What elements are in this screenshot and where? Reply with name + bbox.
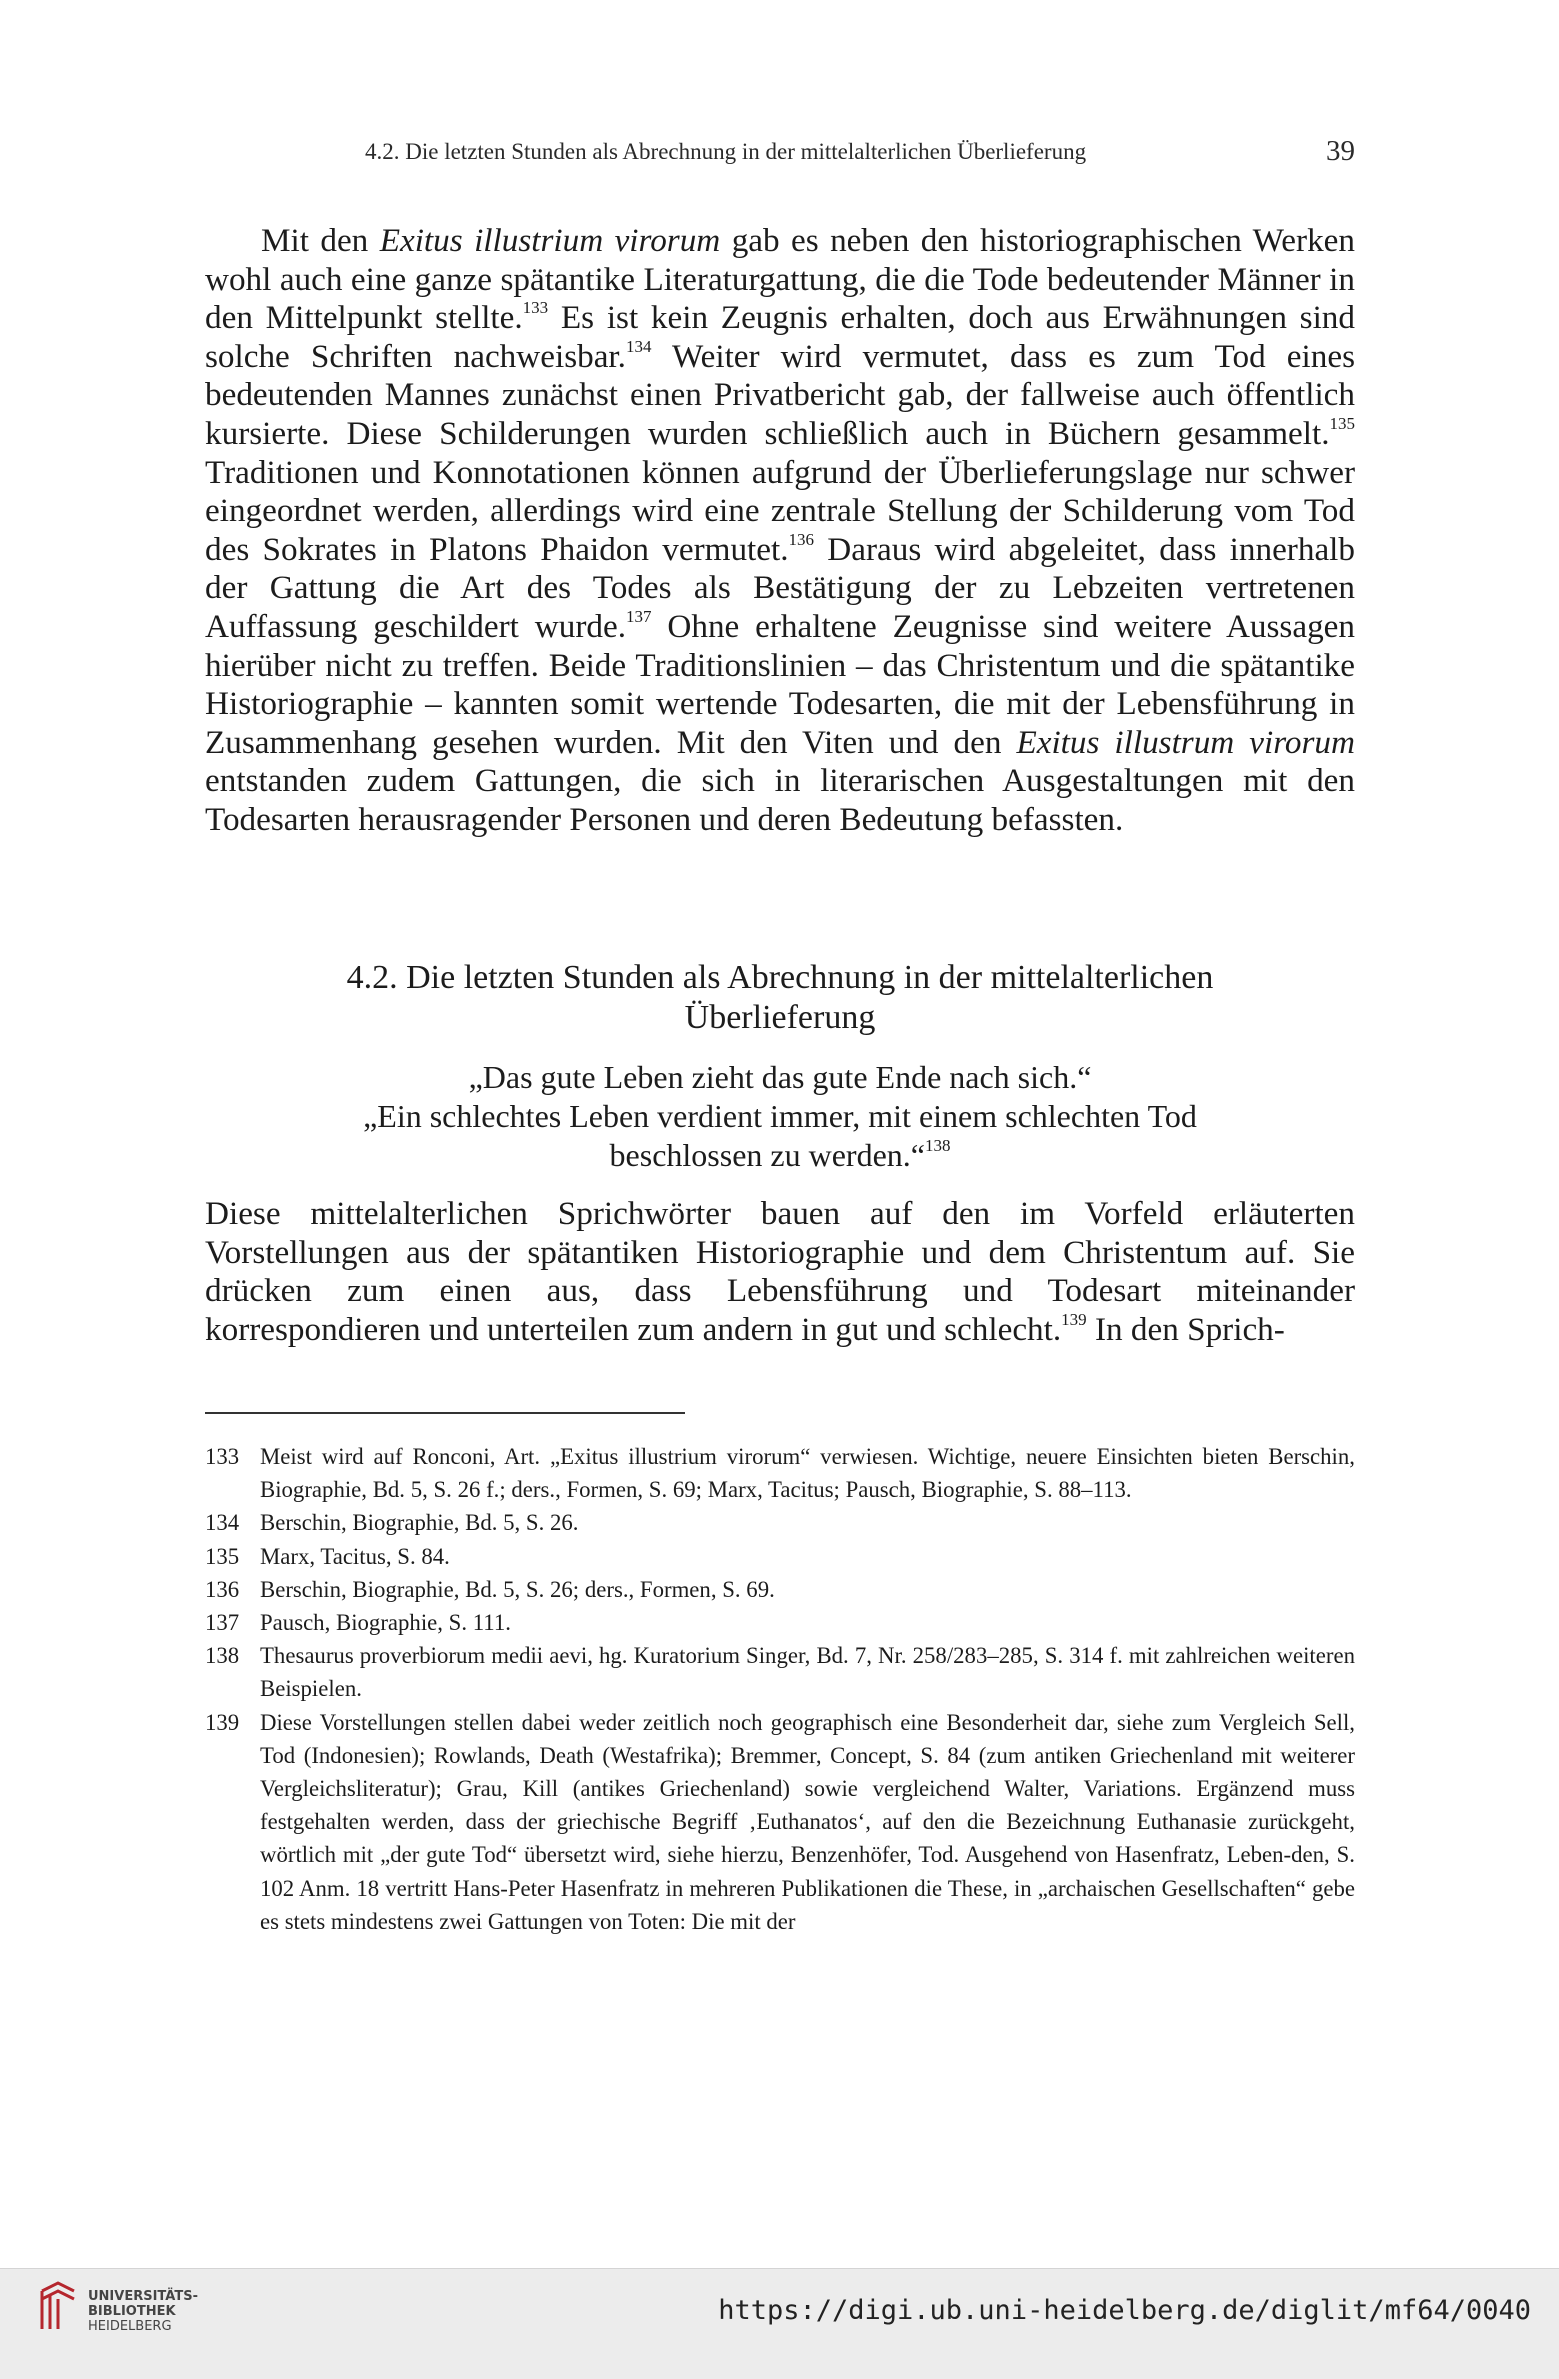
viewer-footer <box>0 2268 1559 2379</box>
page-number: 39 <box>1326 135 1355 167</box>
footnote-ref-138[interactable]: 138 <box>924 1136 951 1155</box>
footnote-number: 135 <box>205 1543 240 1569</box>
footnote-ref-134[interactable]: 134 <box>625 336 652 356</box>
footnote-ref-133[interactable]: 133 <box>522 298 549 318</box>
footnote-text: Marx, Tacitus, S. 84. <box>260 1543 450 1569</box>
footnote-number: 136 <box>205 1576 240 1602</box>
footnote-text: Thesaurus proverbiorum medii aevi, hg. Kuratorium Singer, Bd. 7, Nr. 258/283–285, S. 314 f. mit zahlreichen weiteren Beispielen. <box>260 1643 1355 1702</box>
footnote-ref-135[interactable]: 135 <box>1329 413 1355 433</box>
italic-title: Exitus illustrum virorum <box>1016 723 1355 761</box>
paragraph-1: Mit den Exitus illustrium virorum gab es neben den historiographischen Werken wohl auch eine ganze spätantike Literaturgattung, die die Tode bedeutender Männer in den Mittelpunkt stellte.$^{133}$ Es ist kein Zeugnis erhalten, doch aus Erwähnungen sind solche Schriften nachweisbar.$^{134}$ Weiter wird vermutet, dass es zum Tod eines bedeutenden Mannes zunächst einen Privatbericht gab, der fallweise auch öffentlich kursierte. Diese Schilderungen wurden schließlich auch in Büchern gesammelt.$^{135}$ Traditionen und Konnotationen können aufgrund der Überlieferungslage nur schwer eingeordnet werden, allerdings wird eine zentrale Stellung der Schilderung vom Tod des Sokrates in Platons Phaidon vermutet.$^{136}$ Daraus wird abgeleitet, dass innerhalb der Gattung die Art des Todes als Bestätigung der zu Lebzeiten vertretenen Auffassung geschildert wurde.$^{137}$ Ohne erhaltene Zeugnisse sind weitere Aussagen hierüber nicht zu treffen. Beide Traditionslinien – das Christentum und die spätantike Historiographie – kannten somit wertende Todesarten, die mit der Lebensführung in Zusammenhang gesehen wurden. Mit den Viten und den Exitus illustrum virorum entstanden zudem Gattungen, die sich in literarischen Ausgestaltungen mit den Todesarten herausragender Personen und deren Bedeutung befassten. <box>205 222 1356 838</box>
italic-title: Exitus illustrium virorum <box>379 222 721 259</box>
epigraph-line-1: „Das gute Leben zieht das gute Ende nach sich.“ <box>468 1059 1092 1095</box>
footnote-ref-139[interactable]: 139 <box>1061 1309 1087 1329</box>
epigraph <box>205 1058 1355 1175</box>
footnotes <box>205 1440 1355 1938</box>
running-head-title: 4.2. Die letzten Stunden als Abrechnung in der mittelalterlichen Überlieferung <box>365 139 1087 164</box>
footnote-ref-137[interactable]: 137 <box>626 606 652 626</box>
footnote-text: Berschin, Biographie, Bd. 5, S. 26; ders., Formen, S. 69. <box>260 1576 775 1602</box>
footnote <box>205 1506 1355 1539</box>
section-heading-line-1: 4.2. Die letzten Stunden als Abrechnung in der mittelalterlichen <box>346 959 1214 996</box>
main-text <box>205 222 1355 840</box>
footnote <box>205 1706 1355 1938</box>
epigraph-line-3: beschlossen zu werden.“$^{138}$ <box>609 1136 951 1173</box>
section-heading-line-2: Überlieferung <box>684 999 876 1036</box>
section-heading <box>205 958 1355 1038</box>
footnote <box>205 1639 1355 1705</box>
footnote <box>205 1540 1355 1573</box>
epigraph-line-2: „Ein schlechtes Leben verdient immer, mit einem schlechten Tod <box>363 1098 1197 1134</box>
footnote <box>205 1573 1355 1606</box>
footnote-text: Berschin, Biographie, Bd. 5, S. 26. <box>260 1510 579 1536</box>
footnote-ref-136[interactable]: 136 <box>788 529 815 549</box>
footnote-number: 139 <box>205 1709 240 1735</box>
footnote <box>205 1606 1355 1639</box>
footnote-text: Diese Vorstellungen stellen dabei weder zeitlich noch geographisch eine Besonderheit dar, siehe zum Vergleich Sell, Tod (Indonesien); Rowlands, Death (Westafrika); Bremmer, Concept, S. 84 (zum antiken Griechenland mit weiterer Vergleichsliteratur); Grau, Kill (antikes Griechenland) sowie vergleichend Walter, Variations. Ergänzend muss festgehalten werden, dass der griechische Begriff ‚Euthanatos‘, auf den die Bezeichnung Euthanasie zurückgeht, wörtlich mit „der gute Tod“ übersetzt wird, siehe hierzu, Benzenhöfer, Tod. Ausgehend von Hasenfratz, Leben-den, S. 102 Anm. 18 vertritt Hans-Peter Hasenfratz in mehreren Publikationen die These, in „archaischen Gesellschaften“ gebe es stets mindestens zwei Gattungen von Toten: Die mit der <box>260 1709 1355 1934</box>
footnote-text: Pausch, Biographie, S. 111. <box>260 1610 511 1636</box>
library-logo-icon[interactable] <box>36 2277 82 2340</box>
footnote-number: 133 <box>205 1444 240 1469</box>
footnote-text: Meist wird auf Ronconi, Art. „Exitus illustrium virorum“ verwiesen. Wichtige, neuere Einsichten bieten Berschin, Biographie, Bd. 5, S. 26 f.; ders., Formen, S. 69; Marx, Tacitus; Pausch, Biographie, S. 88–113. <box>260 1444 1355 1503</box>
permalink-url[interactable]: https://digi.ub.uni-heidelberg.de/diglit/mf64/0040 <box>718 2295 1531 2326</box>
footnote-divider <box>205 1412 685 1414</box>
footnote-number: 134 <box>205 1510 240 1536</box>
footnote <box>205 1440 1355 1506</box>
footnote-number: 138 <box>205 1643 240 1669</box>
footnote-number: 137 <box>205 1610 240 1636</box>
paragraph-2: Diese mittelalterlichen Sprichwörter bauen auf den im Vorfeld erläuterten Vorstellungen aus der spätantiken Historiographie und dem Christentum auf. Sie drücken zum einen aus, dass Lebensführung und Todesart miteinander korrespondieren und unterteilen zum andern in gut und schlecht.$^{139}$ In den Sprich- <box>205 1195 1355 1348</box>
library-logo-text[interactable]: UNIVERSITÄTS- BIBLIOTHEK HEIDELBERG <box>88 2289 198 2334</box>
